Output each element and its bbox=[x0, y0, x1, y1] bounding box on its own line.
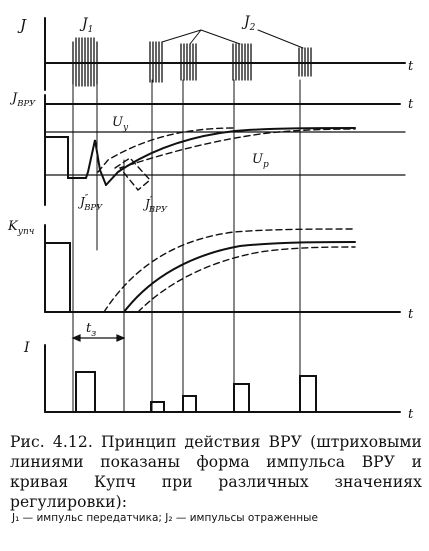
t3-dimension bbox=[73, 335, 124, 341]
j-t-axis-label: t bbox=[408, 59, 414, 74]
jvru-double-prime-label: J″ ВРУ bbox=[80, 194, 103, 213]
t3-label: $t_з$ bbox=[86, 321, 97, 339]
i-axis-label: I bbox=[24, 340, 30, 356]
i-pulses bbox=[76, 372, 316, 412]
kupch-curve-solid bbox=[45, 242, 355, 312]
legend-text: J₁ — импульс передатчика; J₂ — импульсы отраженные bbox=[12, 512, 318, 524]
caption-text: Рис. 4.12. Принцип действия ВРУ (штриховыми линиями показаны форма импульса ВРУ и кривая Купч при различных значениях регулировки): bbox=[10, 433, 422, 511]
ur-label: $U_р$ bbox=[252, 152, 269, 170]
jvru-recovery-dashed-2 bbox=[115, 129, 355, 190]
jvru-recovery-solid bbox=[106, 128, 355, 185]
kupch-curve-dashed-2 bbox=[138, 247, 355, 312]
jvru-prime-label: J′ ВРУ bbox=[145, 196, 167, 215]
i-t-axis-label: t bbox=[408, 407, 414, 422]
pulse-j1 bbox=[73, 38, 97, 86]
pulse-j2-3 bbox=[233, 44, 251, 80]
figure-legend bbox=[12, 512, 422, 525]
jvru-t-axis-label: t bbox=[408, 97, 414, 112]
kupch-axis-label: $K_{упч}$ bbox=[8, 219, 35, 237]
j2-label: $J_2$ bbox=[244, 14, 256, 33]
uy-label: $U_у$ bbox=[112, 115, 129, 133]
jvru-axis-label: $J_{ВРУ}$ bbox=[12, 91, 36, 109]
kupch-t-axis-label: t bbox=[408, 307, 414, 322]
j-axis-label: J bbox=[20, 16, 27, 34]
j1-label: $J_1$ bbox=[82, 16, 94, 35]
figure-caption bbox=[10, 432, 422, 512]
